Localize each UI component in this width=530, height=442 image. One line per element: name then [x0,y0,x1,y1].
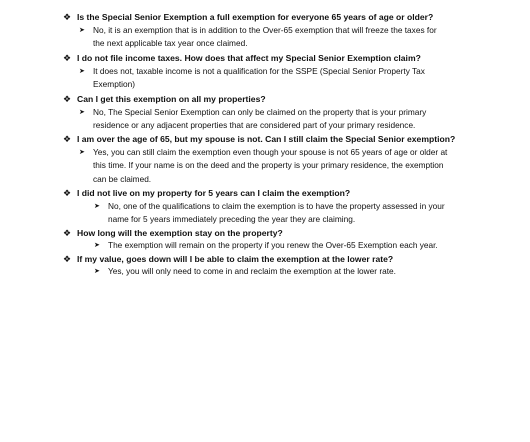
faq-answer-line: residence or any adjacent properties that are considered part of your primary residence. [93,120,416,131]
diamond-bullet-icon: ❖ [63,12,72,22]
diamond-bullet-icon: ❖ [63,134,72,144]
arrow-bullet-icon: ➤ [79,68,85,75]
faq-answer-line: Exemption) [93,79,135,90]
faq-answer-line: The exemption will remain on the property if you renew the Over-65 Exemption each year. [108,240,438,250]
faq-answer-line: name for 5 years immediately preceding the year they are claiming. [108,214,356,225]
faq-question-text: How long will the exemption stay on the property? [77,228,283,238]
faq-answer-text [108,265,396,278]
faq-answer-text [108,239,438,252]
faq-answer-text [93,106,426,133]
faq-answer [79,106,479,133]
faq-answer-line: this time. If your name is on the deed and the property is your primary residence, the exemption [93,160,444,171]
diamond-bullet-icon: ❖ [63,228,72,238]
faq-answer [94,200,494,227]
faq-question [63,11,433,23]
faq-answer-line: the next applicable tax year once claimed. [93,38,248,49]
faq-question [63,187,350,199]
faq-answer-line: It does not, taxable income is not a qualification for the SSPE (Special Senior Property Tax [93,66,425,76]
faq-question [63,133,455,145]
arrow-bullet-icon: ➤ [79,149,85,156]
faq-question-text: Is the Special Senior Exemption a full exemption for everyone 65 years of age or older? [77,12,434,22]
faq-question-text: Can I get this exemption on all my properties? [77,94,266,104]
faq-answer-text [93,65,425,92]
faq-answer-line: No, it is an exemption that is in addition to the Over-65 exemption that will freeze the taxes for [93,25,437,35]
faq-answer-line: Yes, you can still claim the exemption even though your spouse is not 65 years of age or older at [93,147,448,157]
arrow-bullet-icon: ➤ [94,203,100,210]
faq-answer-line: No, The Special Senior Exemption can only be claimed on the property that is your primary [93,107,427,117]
arrow-bullet-icon: ➤ [79,27,85,34]
faq-answer [79,65,479,92]
diamond-bullet-icon: ❖ [63,254,72,264]
faq-question [63,227,283,239]
faq-answer [94,239,494,252]
faq-answer-line: Yes, you will only need to come in and reclaim the exemption at the lower rate. [108,266,396,276]
faq-question-text: If my value, goes down will I be able to claim the exemption at the lower rate? [77,254,394,264]
faq-answer [94,265,494,278]
faq-question-text: I did not live on my property for 5 years can I claim the exemption? [77,188,351,198]
faq-answer-line: No, one of the qualifications to claim the exemption is to have the property assessed in your [108,201,445,211]
diamond-bullet-icon: ❖ [63,53,72,63]
diamond-bullet-icon: ❖ [63,188,72,198]
faq-answer [79,24,479,51]
faq-question [63,93,266,105]
faq-answer-text [93,24,437,51]
faq-question-text: I am over the age of 65, but my spouse is not. Can I still claim the Special Senior exemption? [77,134,456,144]
faq-answer [79,146,479,186]
faq-answer-text [108,200,445,227]
faq-question-text: I do not file income taxes. How does that affect my Special Senior Exemption claim? [77,53,421,63]
faq-answer-text [93,146,447,186]
arrow-bullet-icon: ➤ [94,242,100,249]
arrow-bullet-icon: ➤ [79,109,85,116]
faq-question [63,253,393,265]
faq-question [63,52,421,64]
arrow-bullet-icon: ➤ [94,268,100,275]
faq-answer-line: can be claimed. [93,173,152,184]
diamond-bullet-icon: ❖ [63,94,72,104]
